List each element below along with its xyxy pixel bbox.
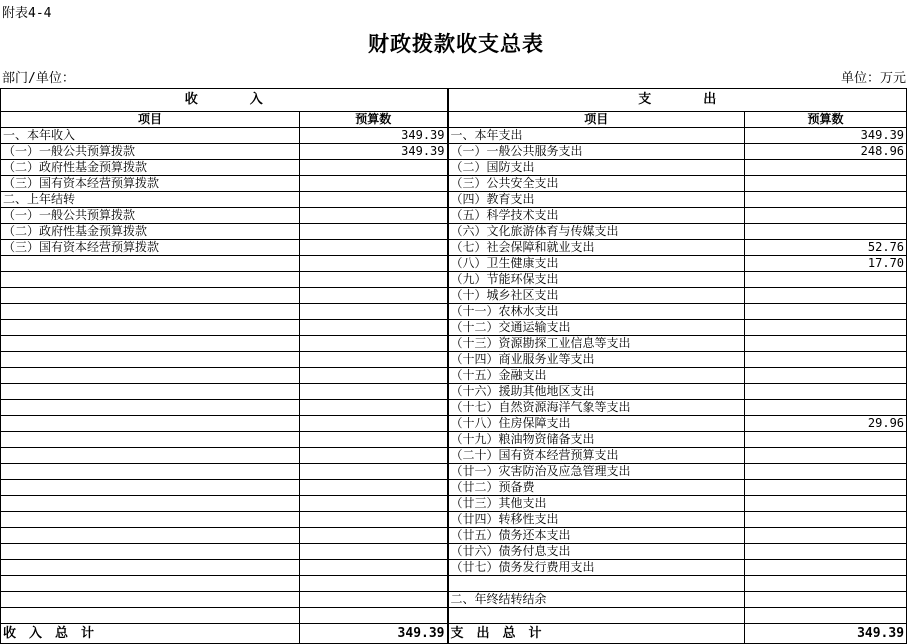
income-value-cell — [300, 320, 448, 336]
expense-value-cell — [745, 192, 907, 208]
expense-item-cell: （廿五）债务还本支出 — [448, 528, 745, 544]
expense-value-cell — [745, 528, 907, 544]
table-row — [1, 560, 907, 576]
table-row — [1, 336, 907, 352]
income-value-cell — [300, 464, 448, 480]
income-value-cell — [300, 240, 448, 256]
expense-value-cell — [745, 272, 907, 288]
expense-item-cell: （十八）住房保障支出 — [448, 416, 745, 432]
group-header-row — [1, 89, 907, 112]
income-item-cell — [1, 592, 300, 608]
table-row — [1, 464, 907, 480]
table-row — [1, 480, 907, 496]
income-item-cell — [1, 480, 300, 496]
expense-item-cell: （七）社会保障和就业支出 — [448, 240, 745, 256]
expense-value-cell — [745, 512, 907, 528]
table-row — [1, 352, 907, 368]
expense-value-cell — [745, 336, 907, 352]
income-item-cell — [1, 560, 300, 576]
income-value-cell — [300, 304, 448, 320]
expense-item-cell: （十七）自然资源海洋气象等支出 — [448, 400, 745, 416]
table-row — [1, 592, 907, 608]
income-item-cell — [1, 304, 300, 320]
expense-value-cell — [745, 368, 907, 384]
income-item-cell — [1, 288, 300, 304]
expense-item-cell: （二十）国有资本经营预算支出 — [448, 448, 745, 464]
expense-item-cell: （九）节能环保支出 — [448, 272, 745, 288]
income-item-cell: （一）一般公共预算拨款 — [1, 144, 300, 160]
income-item-cell — [1, 496, 300, 512]
table-row — [1, 384, 907, 400]
income-value-cell — [300, 384, 448, 400]
expense-item-cell: （廿三）其他支出 — [448, 496, 745, 512]
income-total-label: 收 入 总 计 — [1, 624, 300, 644]
income-value-cell — [300, 160, 448, 176]
income-item-cell: （二）政府性基金预算拨款 — [1, 224, 300, 240]
table-row — [1, 224, 907, 240]
table-row — [1, 448, 907, 464]
table-row — [1, 576, 907, 592]
expense-item-cell: （一）一般公共服务支出 — [448, 144, 745, 160]
expense-value-cell — [745, 592, 907, 608]
income-value-cell — [300, 400, 448, 416]
table-row — [1, 304, 907, 320]
expense-value-cell — [745, 224, 907, 240]
income-value-cell — [300, 256, 448, 272]
income-item-cell — [1, 528, 300, 544]
expense-budget-header: 预算数 — [745, 112, 907, 128]
income-value-cell — [300, 368, 448, 384]
income-value-cell — [300, 560, 448, 576]
table-row — [1, 544, 907, 560]
income-item-cell — [1, 432, 300, 448]
table-row — [1, 608, 907, 624]
income-item-cell — [1, 352, 300, 368]
total-row — [1, 624, 907, 644]
expense-total-label: 支 出 总 计 — [448, 624, 745, 644]
income-value-cell — [300, 608, 448, 624]
expense-item-cell: （廿一）灾害防治及应急管理支出 — [448, 464, 745, 480]
table-row — [1, 272, 907, 288]
income-value-cell — [300, 544, 448, 560]
table-row — [1, 176, 907, 192]
income-item-cell — [1, 464, 300, 480]
expense-item-cell: （廿六）债务付息支出 — [448, 544, 745, 560]
income-item-cell — [1, 320, 300, 336]
expense-item-cell: （十三）资源勘探工业信息等支出 — [448, 336, 745, 352]
income-value-cell — [300, 224, 448, 240]
expense-value-cell — [745, 544, 907, 560]
income-item-header: 项目 — [1, 112, 300, 128]
income-value-cell — [300, 176, 448, 192]
income-value-cell — [300, 208, 448, 224]
table-row — [1, 256, 907, 272]
income-item-cell: （三）国有资本经营预算拨款 — [1, 240, 300, 256]
income-value-cell — [300, 416, 448, 432]
income-budget-header: 预算数 — [300, 112, 448, 128]
income-value-cell — [300, 288, 448, 304]
expense-value-cell: 52.76 — [745, 240, 907, 256]
column-header-row — [1, 112, 907, 128]
expense-value-cell — [745, 448, 907, 464]
expense-item-cell: （十一）农林水支出 — [448, 304, 745, 320]
income-value-cell — [300, 336, 448, 352]
income-value-cell — [300, 576, 448, 592]
income-value-cell — [300, 480, 448, 496]
income-value-cell — [300, 352, 448, 368]
expense-item-cell: （廿四）转移性支出 — [448, 512, 745, 528]
expense-item-cell: （廿七）债务发行费用支出 — [448, 560, 745, 576]
expense-item-cell: （十四）商业服务业等支出 — [448, 352, 745, 368]
page-title: 财政拨款收支总表 — [368, 31, 544, 56]
income-value-cell — [300, 192, 448, 208]
table-row — [1, 144, 907, 160]
expense-value-cell — [745, 320, 907, 336]
table-row — [1, 496, 907, 512]
table-row — [1, 240, 907, 256]
income-item-cell: 二、上年结转 — [1, 192, 300, 208]
expense-value-cell — [745, 496, 907, 512]
expense-item-cell: （五）科学技术支出 — [448, 208, 745, 224]
expense-item-cell: （廿二）预备费 — [448, 480, 745, 496]
expense-value-cell — [745, 432, 907, 448]
table-row — [1, 432, 907, 448]
income-value-cell — [300, 448, 448, 464]
income-item-cell — [1, 512, 300, 528]
income-value-cell — [300, 512, 448, 528]
expense-value-cell — [745, 384, 907, 400]
income-item-cell — [1, 384, 300, 400]
income-value-cell: 349.39 — [300, 128, 448, 144]
income-value-cell — [300, 496, 448, 512]
income-group-header: 收 入 — [1, 89, 448, 112]
table-row — [1, 512, 907, 528]
expense-value-cell — [745, 160, 907, 176]
income-item-cell — [1, 368, 300, 384]
expense-item-cell: （十二）交通运输支出 — [448, 320, 745, 336]
table-row — [1, 192, 907, 208]
expense-total-value: 349.39 — [745, 624, 907, 644]
income-value-cell — [300, 528, 448, 544]
income-item-cell: （三）国有资本经营预算拨款 — [1, 176, 300, 192]
expense-value-cell — [745, 400, 907, 416]
table-row — [1, 416, 907, 432]
expense-item-cell: （三）公共安全支出 — [448, 176, 745, 192]
table-row — [1, 368, 907, 384]
expense-value-cell — [745, 208, 907, 224]
income-value-cell — [300, 592, 448, 608]
expense-item-cell: （十九）粮油物资储备支出 — [448, 432, 745, 448]
income-value-cell — [300, 432, 448, 448]
expense-item-cell: （十五）金融支出 — [448, 368, 745, 384]
income-item-cell — [1, 336, 300, 352]
expense-value-cell — [745, 288, 907, 304]
expense-item-cell — [448, 576, 745, 592]
expense-value-cell — [745, 608, 907, 624]
income-item-cell — [1, 256, 300, 272]
expense-value-cell — [745, 480, 907, 496]
expense-value-cell — [745, 560, 907, 576]
department-label: 部门/单位： — [2, 71, 75, 86]
income-item-cell — [1, 400, 300, 416]
expense-item-cell: （十）城乡社区支出 — [448, 288, 745, 304]
expense-item-cell: （八）卫生健康支出 — [448, 256, 745, 272]
expense-value-cell: 29.96 — [745, 416, 907, 432]
expense-value-cell — [745, 304, 907, 320]
expense-value-cell: 349.39 — [745, 128, 907, 144]
table-row — [1, 160, 907, 176]
expense-item-cell: （二）国防支出 — [448, 160, 745, 176]
expense-value-cell — [745, 176, 907, 192]
expense-value-cell: 248.96 — [745, 144, 907, 160]
income-value-cell: 349.39 — [300, 144, 448, 160]
unit-label: 单位：万元 — [840, 71, 906, 86]
expense-item-cell: 二、年终结转结余 — [448, 592, 745, 608]
expense-item-header: 项目 — [448, 112, 745, 128]
income-item-cell — [1, 576, 300, 592]
table-row — [1, 400, 907, 416]
expense-item-cell — [448, 608, 745, 624]
attachment-label: 附表4-4 — [2, 6, 52, 21]
expense-item-cell: （六）文化旅游体育与传媒支出 — [448, 224, 745, 240]
expense-group-header: 支 出 — [448, 89, 907, 112]
income-item-cell — [1, 448, 300, 464]
income-item-cell — [1, 544, 300, 560]
table-row — [1, 208, 907, 224]
income-item-cell: 一、本年收入 — [1, 128, 300, 144]
expense-value-cell — [745, 352, 907, 368]
expense-value-cell — [745, 576, 907, 592]
income-item-cell — [1, 608, 300, 624]
income-total-value: 349.39 — [300, 624, 448, 644]
expense-item-cell: （四）教育支出 — [448, 192, 745, 208]
expense-value-cell — [745, 464, 907, 480]
table-row — [1, 128, 907, 144]
income-item-cell: （一）一般公共预算拨款 — [1, 208, 300, 224]
table-row — [1, 320, 907, 336]
table-row — [1, 528, 907, 544]
expense-item-cell: （十六）援助其他地区支出 — [448, 384, 745, 400]
expense-value-cell: 17.70 — [745, 256, 907, 272]
budget-table — [0, 88, 907, 644]
income-item-cell: （二）政府性基金预算拨款 — [1, 160, 300, 176]
income-item-cell — [1, 416, 300, 432]
table-row — [1, 288, 907, 304]
income-item-cell — [1, 272, 300, 288]
expense-item-cell: 一、本年支出 — [448, 128, 745, 144]
income-value-cell — [300, 272, 448, 288]
